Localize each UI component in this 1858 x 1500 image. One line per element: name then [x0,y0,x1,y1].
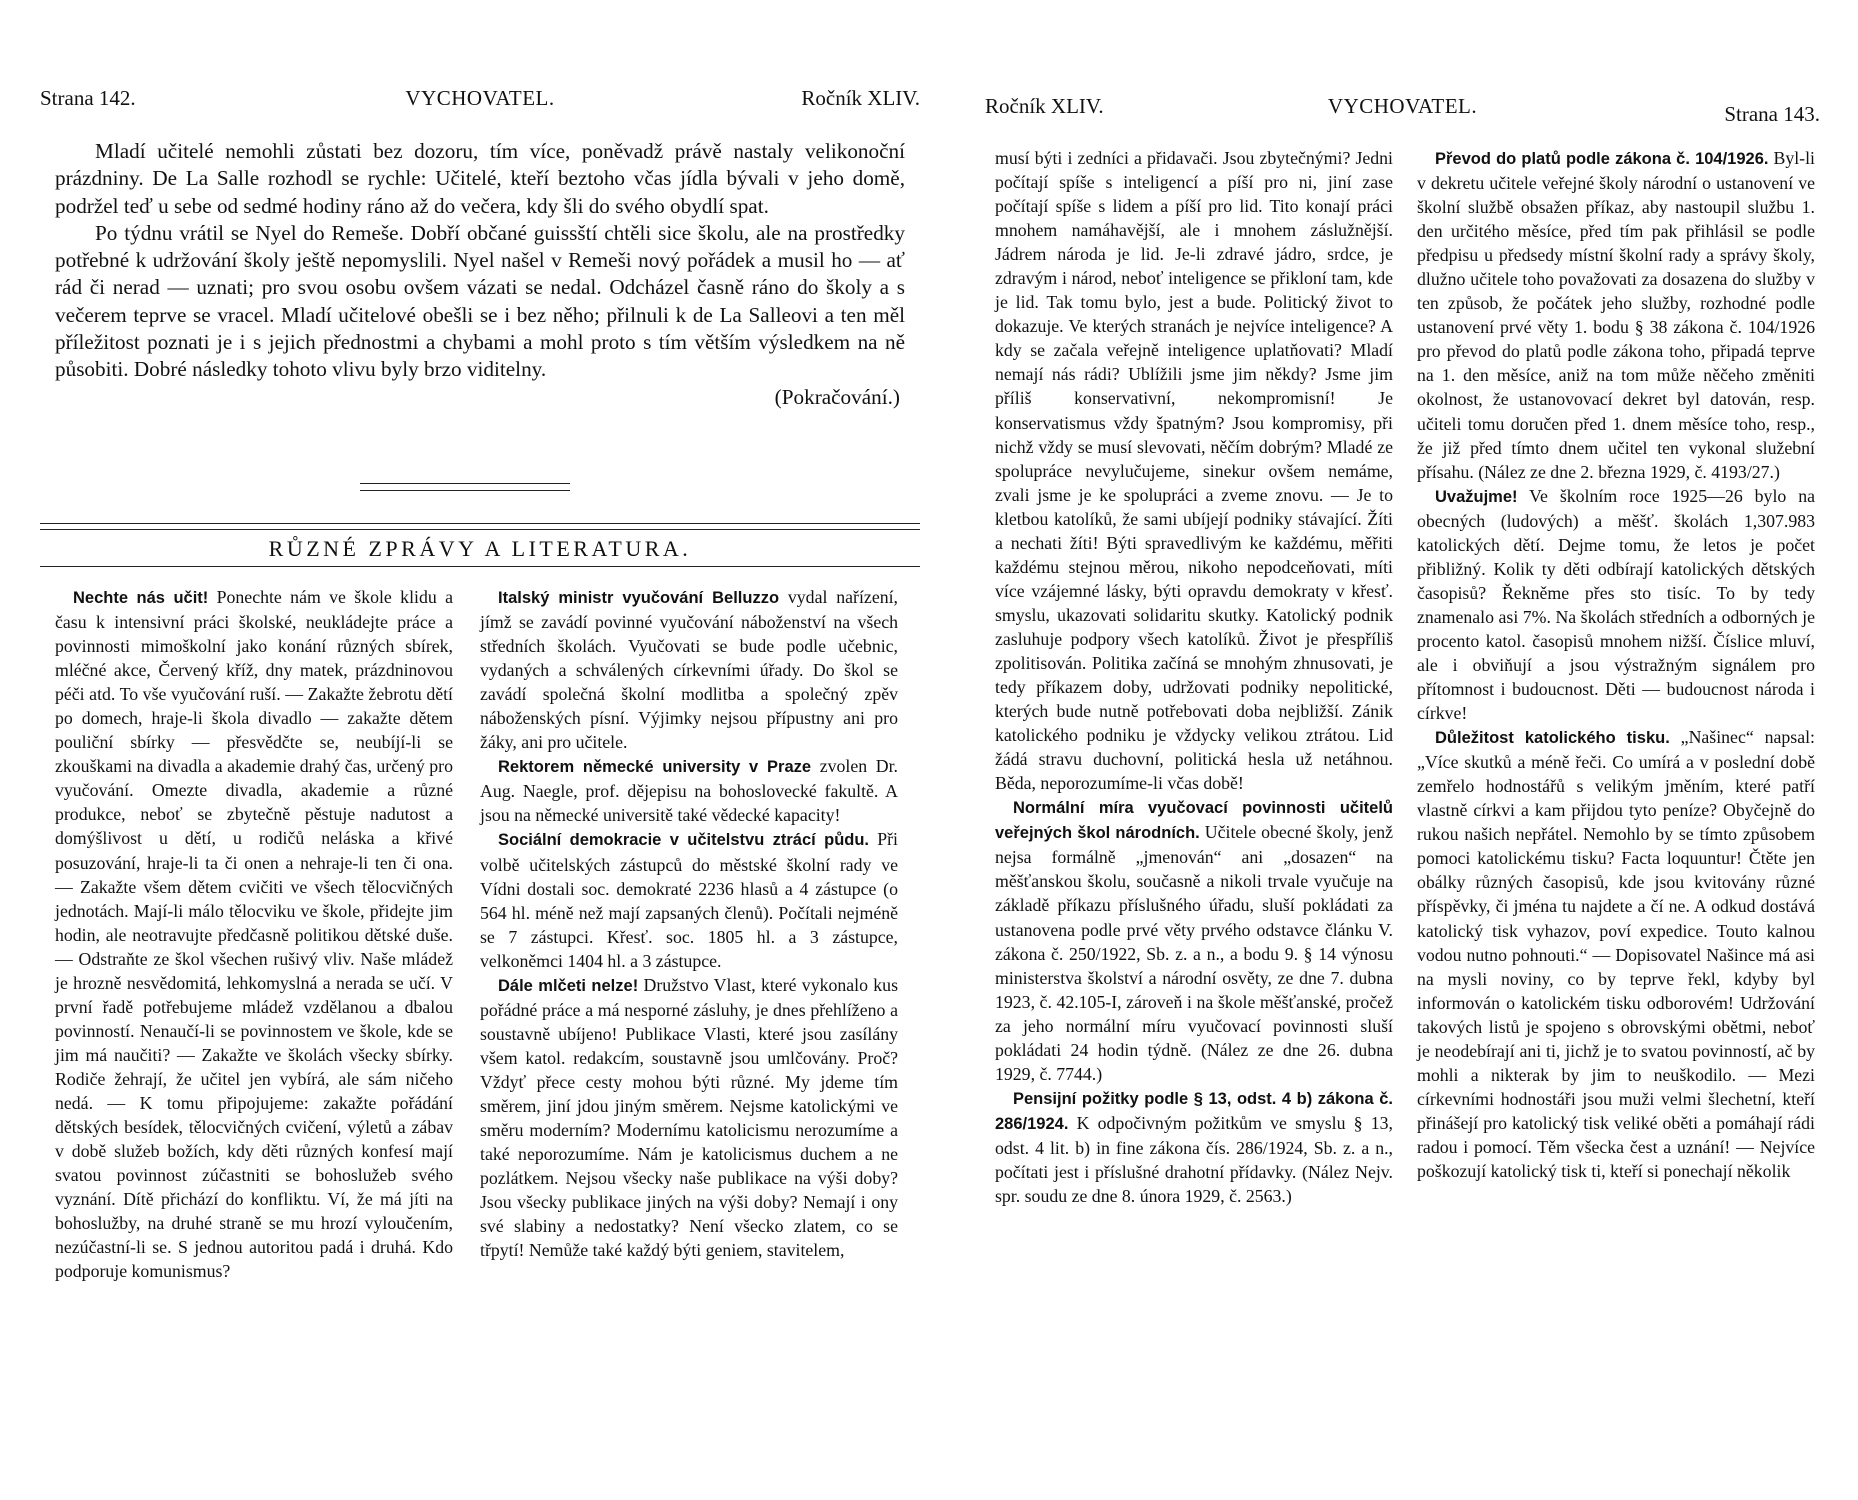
news-item [480,754,898,827]
news-item-heading: Uvažujme! [1435,487,1518,506]
right-journal-title: VYCHOVATEL. [1327,94,1478,118]
separator-rule [360,490,570,491]
news-item-text: Ponechte nám ve škole klidu a času k intensivní práci školské, neukládejte práce a povinnosti mimoškolní jako konání různých sbírek, mléčné akce, Červený kříž, dny matek, prázdninovou péči atd. To vše vyučování ruší. — Zakažte žebrotu dětí po domech, hraje-li škola divadlo — zakažte dětem pouliční sbírky — přesvědčte se, neubíjí-li se zkouškami na divadla a akademie drahý čas, určený pro vyučování. Omezte divadla, akademie a různé produkce, neboť se zbytečně pěstuje nadutost a domýšlivost u dětí, u rodičů neláska a křivé posuzování, hraje-li ta či onen a nehraje-li ten či ona. — Zakažte všem dětem cvičiti ve všech tělocvičných jednotách. Mají-li málo tělocviku ve škole, přidejte jim hodin, ale neotravujte předčasně politikou dětské duše. — Odstraňte ze škol všechen rušivý vliv. Naše mládež je hrozně nesvědomitá, lehkomyslná a nerada se učí. V první řadě potřebujeme mládež vzdělanou a dbalou povinností. Nenaučí-li se povinnostem ve škole, kde se jim má naučiti? — Zakažte ve školách všecky sbírky. Rodiče žehrají, že učitel jen vybírá, ale sám ničeho nedá. — K tomu připojujeme: zakažte pořádání dětských besídek, tělocvičných cvičení, výletů a zábav v době služeb božích, kdy děti různých konfesí mají svatou povinnost zúčastniti se bohoslužeb svého vyznání. Dítě přichází do konfliktu. Ví, že má jíti na bohoslužby, na druhé straně se mu hrozí vyloučením, nezúčastní-li se. S jednou autoritou padá i druhá. Kdo podporuje komunismus? [55,587,453,1282]
news-item-text: Byl-li v dekretu učitele veřejné školy národní o ustanovení ve školní službě obsažen příkaz, aby nastoupil službu 1. den určitého měsíce, před tím pak přihlásil se podle předpisu u předsedy místní školní rady a správy školy, dlužno učitele toho považovati za dosazena do služby v ten způsob, že počátek jeho služby, rozhodné podle ustanovení prvé věty 1. bodu § 38 zákona č. 104/1926 pro převod do platů podle zákona toho, připadá teprve na 1. den měsíce, aniž na tom může něčeho změniti okolnost, že ustanovovací dekret byl datován, resp. učiteli tomu doručen před 1. dnem měsíce toho, resp., že již před tímto dnem učitel ten vykonal služební přísahu. (Nález ze dne 2. března 1929, č. 4193/27.) [1417,148,1815,482]
section-rule-top [40,523,920,524]
article-continuation [55,138,905,411]
news-item-heading: Normální míra vyučovací povinnosti učitelů veřejných škol národních. [995,799,1393,843]
news-item-text: Družstvo Vlast, které vykonalo kus pořádné práce a má nesporné zásluhy, je dnes přehlíženo a soustavně ubíjeno! Publikace Vlasti, které jsou zasílány všem katol. redakcím, soustavně jsou umlčovány. Proč? Vždyť přece cesty mohou býti různé. My jdeme tím směrem, jiní jdou jiným směrem. Nejsme katolickými ve směru moderním? Modernímu katolicismu nerozumíme a také neporozumíme. Nám je katolicismus duchem a ne pozlátkem. Nejsou všecky naše publikace na výši doby? Jsou všecky publikace jiných na výši doby? Nemají i ony své slabiny a nedostatky? Není všecko zlatem, co se třpytí! Nemůže také každý býti geniem, stavitelem, [480,974,898,1261]
news-item-text: zvolen Dr. Aug. Naegle, prof. dějepisu na bohoslovecké fakultě. A jsou na německé universitě také vědecké kapacity! [480,756,898,826]
news-item-heading: Převod do platů podle zákona č. 104/1926. [1435,150,1769,168]
news-item-text: Ve školním roce 1925—26 bylo na obecných (ludových) a měšť. školách 1,307.983 katolických dětí. Dejme tomu, že letos je počet přibližný. Kolik ty děti odbírají katolických dětských časopisů? Řekněme přes sto tisíc. To by tedy znamenalo asi 7%. Na školách středních a odborných je procento katol. časopisů mnohem nižší. Číslice mluví, ale i obviňují a jsou výstražným signálem pro přítomnost i budoucnost. Děti — budoucnost národa i církve! [1417,485,1815,724]
right-page-number: Strana 143. [1724,102,1820,126]
news-item-heading: Sociální demokracie v učitelstvu ztrácí půdu. [498,831,870,850]
left-page-number: Strana 142. [40,86,136,110]
news-item-text: K odpočivným požitkům ve smyslu § 13, odst. 4 lit. b) in fine zákona čís. 286/1924, Sb. z. a n., počítati jest i příslušné drahotní přídavky. (Nález Nejv. spr. soudu ze dne 8. února 1929, č. 2563.) [995,1112,1393,1207]
news-item-heading: Pensijní požitky podle § 13, odst. 4 b) zákona č. 286/1924. [995,1089,1393,1133]
news-item-text: „Našinec“ napsal: „Více skutků a méně řeči. Co umírá a v poslední době zemřelo hodnostářů s velikým jměním, které patří vlastně církvi a kam přijdou tyto peníze? Obyčejně do rukou našich nepřátel. Nemohlo by se tímto způsobem pomoci katolickému tisku? Facta loquuntur! Čtěte jen obálky různých časopisů, kde jsou kvitovány různé příspěvky, či jména tu najdete a čí ne. A odkud dostává katolický tisk vyhazov, poví expedice. Toutо kalnou vodou nutno pohnouti.“ — Dopisovatel Našince má asi na mysli noviny, co by teprve řekl, kdyby byl informován o katolickém tisku odborovém! Udržování takových listů je spojeno s obrovskými obětmi, neboť je neodebírají ani ti, jichž je to svatou povinností, ač by mohli a nikterak by jim to neuškodilo. — Mezi církevními hodnostáři jsou muži velmi šlechetní, kteří přinášejí pro katolický tisk veliké oběti a pomáhají rádi radou i pomocí. Těm všecka čest a uznání! — Nejvíce poškozují katolický tisk ti, kteří si ponechají několik [1417,727,1815,1181]
news-item-text: musí býti i zedníci a přidavači. Jsou zbytečnými? Jedni počítají spíše s inteligencí a píší pro ni, jiní zase počítají spíše s lidem a píší pro lid. Tito konají práci mnohem namáhavější, ale i mnohem záslužnější. Jádrem národa je lid. Je-li zdravé jádro, srdce, je zdravým i národ, neboť inteligence se přikloní tam, kde je lid. Tak tomu bylo, jest a bude. Politický život to dokazuje. Ve kterých stranách je nejvíce inteligence? A kdy se začala veřejně inteligence uplatňovati? Mladí nemají nás rádi? Ublížili jsme jim někdy? Jsme jim příliš konservativní, nekompromisní! Je konservatismus vždy špatným? Jsou kompromisy, při nichž vždy se musí slevovati, něčím dobrým? Mladé ze spolupráce nevylučujeme, sinekur ovšem nemáme, zvali jsme je ke spolupráci a zveme znovu. — Je to kletbou katolíků, že sami ubíjejí podniky stávající. Žíti a nechati žíti! Býti spravedlivým ke každému, měřiti každému stejnou měrou, nikoho nepodceňovati, míti více vzájemné lásky, býti opravdu demokraty v křesť. smyslu, ukazovati solidaritu skutky. Katolický podnik zasluhuje podpory všech katolíků. Život je přespříliš zpolitisován. Politika začíná se mnohým zhnusovati, je tedy příkazem doby, udržovati podniky nepolitické, kterých bude nutně potřebovati doba nejbližší. Zánik katolického podniku je vždycky velikou ztrátou. Lid žádá stravu duchovní, politická hesla už netáhnou. Běda, neporozumíme-li včas době! [995,148,1393,794]
news-item-heading: Důležitost katolického tisku. [1435,729,1670,748]
left-column-1 [55,585,453,1283]
right-volume: Ročník XLIV. [985,94,1104,118]
news-item [1417,725,1815,1183]
news-item [1417,146,1815,484]
news-item-text: Učitele obecné školy, jenž nejsa formálně „jmenován“ ani „dosazen“ na měšťanskou školu, současně a nikoli trvale vyučuje na základě příkazu příslušného úřadu, sluší pokládati za ustanovena podle prvé věty prvého odstavce článku V. zákona č. 250/1922, Sb. z. a n., a bodu 9. § 14 výnosu ministerstva školství a národní osvěty, ze dne 7. dubna 1923, č. 42.105-I, zároveň i na škole měšťanské, pročež za jeho normální míru vyučovací povinnosti sluší pokládati 24 hodin týdně. (Nález ze dne 26. dubna 1929, č. 7744.) [995,822,1393,1084]
news-item [1417,484,1815,725]
left-page [40,0,920,1500]
news-item-heading: Rektorem německé university v Praze [498,758,812,777]
separator-rule [360,483,570,484]
news-item-heading: Dále mlčeti nelze! [498,976,639,995]
right-page [985,0,1820,1500]
news-item [995,146,1393,795]
intro-paragraph: Po týdnu vrátil se Nyel do Remeše. Dobří občané guissští chtěli sice školu, ale na prostředky potřebné k udržování školy ještě nepomyslili. Nyel našel v Remeši nový pořádek a musil ho — ať rád či nerad — uznati; pro svou osobu ovšem vázati se nedal. Odcházel časně ráno do školy a s večerem teprve se vracel. Mladí učitelové obešli se i bez něho; přilnuli k de La Salleovi a ten měl příležitost poznati je i s jejich přednostmi a chybami a mohl proto s tím větším výsledkem na ně působiti. Dobré následky tohoto vlivu byly brzo viditelny. [55,220,905,382]
section-rule-bottom [40,566,920,567]
left-volume: Ročník XLIV. [801,86,920,110]
right-column-1 [995,146,1393,1208]
news-item [995,1086,1393,1208]
news-item-heading: Nechte nás učit! [73,589,209,607]
news-item [480,973,898,1263]
news-item-text: Při volbě učitelských zástupců do městské školní rady ve Vídni dostali soc. demokraté 2236 hlasů a 4 zástupce (o 564 hl. méně než mají zapsaných členů). Počítali nejméně se 7 zástupci. Křesť. soc. 1805 hl. a 3 zástupce, velkoněmci 1404 hl. a 3 zástupce. [480,829,898,971]
left-page-header [40,86,920,116]
news-item [480,585,898,754]
left-column-2 [480,585,898,1262]
news-item-heading: Italský ministr vyučování Belluzzo [498,589,780,607]
continuation-note: (Pokračování.) [774,384,900,409]
left-journal-title: VYCHOVATEL. [405,86,555,110]
news-item [55,585,453,1283]
section-rule-top [40,529,920,530]
intro-paragraph: Mladí učitelé nemohli zůstati bez dozoru, tím více, poněvadž právě nastaly velikonoční prázdniny. De La Salle rozhodl se rychle: Učitelé, kteří beztoho včas jídla bývali v jeho domě, podržel teď u sebe od sedmé hodiny ráno až do večera, kdy šli do svého obydlí spat. [55,139,905,218]
right-column-2 [1417,146,1815,1183]
section-title: RŮZNÉ ZPRÁVY A LITERATURA. [268,536,692,561]
news-item [995,795,1393,1086]
news-item-text: vydal nařízení, jímž se zavádí povinné vyučování náboženství na všech středních školách. Vyučovati se bude podle učebnic, vydaných a schválených církevními úřady. Do škol se zavádí společná školní modlitba a společný zpěv náboženských písní. Výjimky nejsou přípustny ani pro žáky, ani pro učitele. [480,587,898,753]
news-item [480,827,898,972]
right-page-header [985,94,1820,124]
